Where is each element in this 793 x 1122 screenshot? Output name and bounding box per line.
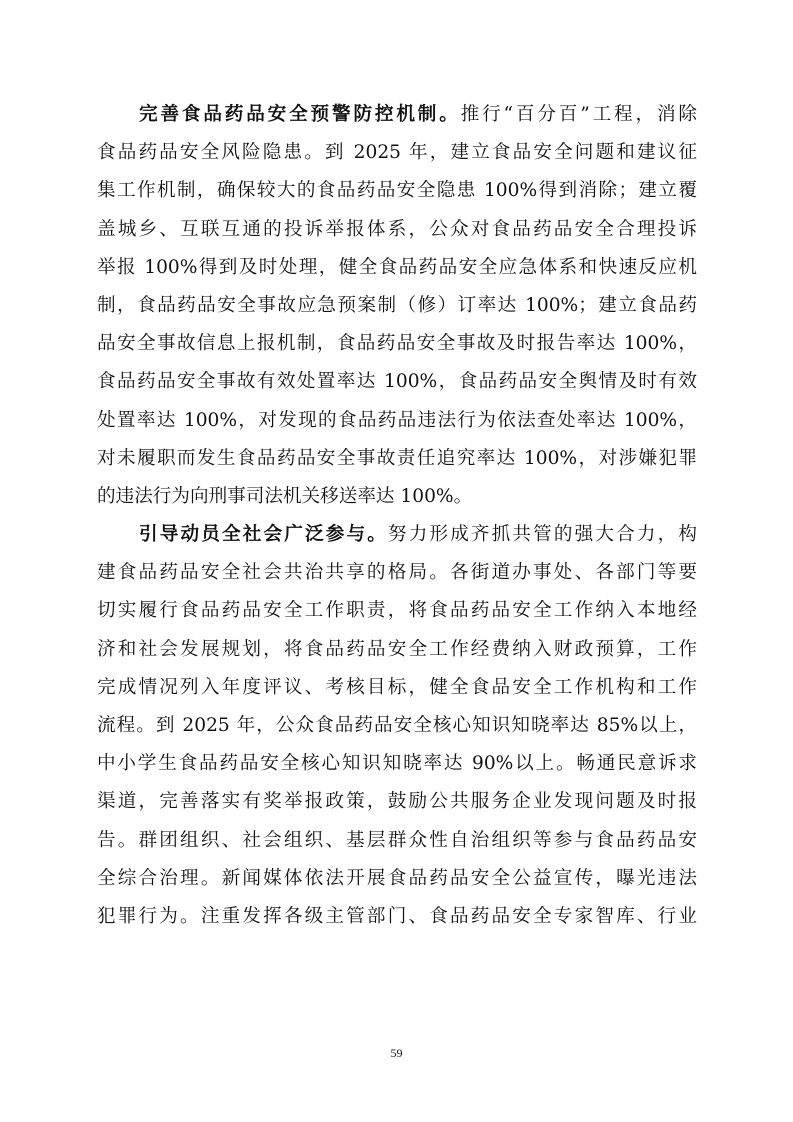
paragraph-line: 制，食品药品安全事故应急预案制（修）订率达 100%；建立食品药 <box>97 294 697 316</box>
paragraph-text: 努力形成齐抓共管的强大合力，构 <box>387 524 697 546</box>
paragraph-line: 食品药品安全风险隐患。到 2025 年，建立食品安全问题和建议征 <box>97 142 697 164</box>
paragraph-line: 切实履行食品药品安全工作职责，将食品药品安全工作纳入本地经 <box>97 600 697 622</box>
paragraph-line <box>97 516 697 554</box>
paragraph-line: 的违法行为向刑事司法机关移送率达 100%。 <box>97 485 473 507</box>
paragraph-heading: 引导动员全社会广泛参与。 <box>139 524 388 546</box>
paragraph-line: 犯罪行为。注重发挥各级主管部门、食品药品安全专家智库、行业 <box>97 905 697 927</box>
body-text <box>97 96 697 936</box>
paragraph-line <box>97 96 697 134</box>
page-number: 59 <box>390 1046 403 1060</box>
paragraph-line: 告。群团组织、社会组织、基层群众性自治组织等参与食品药品安 <box>97 829 697 851</box>
paragraph-line: 济和社会发展规划，将食品药品安全工作经费纳入财政预算，工作 <box>97 638 697 660</box>
paragraph-early-warning <box>97 96 697 516</box>
paragraph-line: 流程。到 2025 年，公众食品药品安全核心知识知晓率达 85%以上， <box>97 715 697 736</box>
paragraph-line: 食品药品安全事故有效处置率达 100%，食品药品安全舆情及时有效 <box>97 371 697 393</box>
paragraph-line: 完成情况列入年度评议、考核目标，健全食品安全工作机构和工作 <box>97 676 697 698</box>
paragraph-line: 处置率达 100%，对发现的食品药品违法行为依法查处率达 100%， <box>97 409 697 431</box>
paragraph-line: 集工作机制，确保较大的食品药品安全隐患 100%得到消除；建立覆 <box>97 180 697 202</box>
paragraph-line: 中小学生食品药品安全核心知识知晓率达 90%以上。畅通民意诉求 <box>97 753 697 775</box>
paragraph-line: 建食品药品安全社会共治共享的格局。各街道办事处、各部门等要 <box>97 562 697 584</box>
paragraph-heading: 完善食品药品安全预警防控机制。 <box>139 104 461 125</box>
paragraph-text: 推行“百分百”工程，消除 <box>460 104 697 125</box>
paragraph-line: 全综合治理。新闻媒体依法开展食品药品安全公益宣传，曝光违法 <box>97 867 697 889</box>
paragraph-line: 举报 100%得到及时处理，健全食品药品安全应急体系和快速反应机 <box>97 256 697 278</box>
paragraph-line: 渠道，完善落实有奖举报政策，鼓励公共服务企业发现问题及时报 <box>97 791 697 813</box>
paragraph-line: 品安全事故信息上报机制，食品药品安全事故及时报告率达 100%， <box>97 333 697 355</box>
paragraph-line: 对未履职而发生食品药品安全事故责任追究率达 100%，对涉嫌犯罪 <box>97 447 697 469</box>
paragraph-public-participation <box>97 516 697 936</box>
paragraph-line: 盖城乡、互联互通的投诉举报体系，公众对食品药品安全合理投诉 <box>97 218 697 240</box>
